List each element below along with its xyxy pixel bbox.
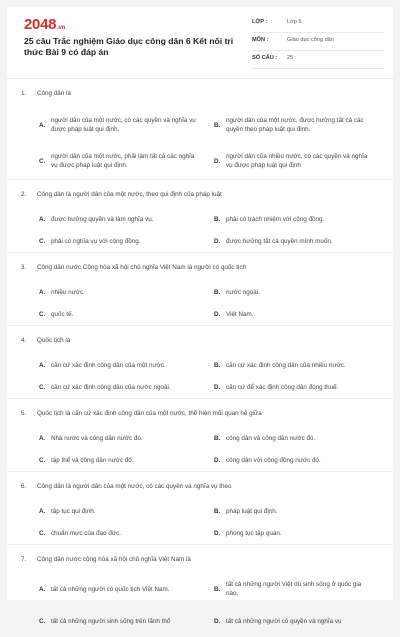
worksheet-page [7,7,393,625]
meta-row-class [252,17,384,33]
question-list [7,79,393,637]
question-7 [7,545,393,637]
option-c[interactable]: C. người dân của một nước, phải làm tất cả các nghĩa vụ được pháp luật qui định. [39,153,195,169]
meta-row-count [252,53,384,69]
question-6 [7,472,393,545]
options [21,354,381,398]
meta-row-subject [252,35,384,51]
question-1 [7,79,393,180]
question-text: Công dân là [37,89,71,97]
question-number: 7. [21,555,27,563]
option-b[interactable]: B. căn cứ xác định công dân của nhiều nước. [214,361,346,369]
option-d[interactable]: D. được hưởng tất cả quyền mình muốn. [214,237,333,245]
meta-panel [252,17,384,71]
question-text: Công dân là người dân của một nước, có các quyền và nghĩa vụ theo [37,482,232,490]
option-c[interactable]: C. tất cả những người sinh sống trên lãnh thổ [39,617,171,625]
option-b[interactable]: B. nước ngoài. [214,288,260,296]
question-number: 1. [21,89,27,97]
question-5 [7,399,393,472]
option-c[interactable]: C. căn cứ xác định công dân của nước ngoài. [39,383,171,391]
question-3 [7,253,393,326]
option-b[interactable]: B. công dân và công dân nước đó. [214,434,316,442]
meta-value: 25 [287,55,294,61]
option-a[interactable]: A. Nhà nước và công dân nước đó. [39,434,143,442]
question-number: 6. [21,482,27,490]
worksheet-header [7,7,393,79]
option-b[interactable]: B. pháp luật qui định. [214,507,278,515]
meta-label: SỐ CÂU : [252,55,278,61]
question-number: 3. [21,263,27,271]
option-d[interactable]: D. căn cứ để xác định công dân đóng thuế. [214,383,339,391]
meta-value: Lớp 6 [287,19,302,25]
option-d[interactable]: D. tất cả những người có quyền và nghĩa vụ [214,617,342,625]
option-c[interactable]: C. tập thể và công dân nước đó. [39,456,134,464]
option-b[interactable]: B. người dân của một nước, được hưởng tất cả các quyền theo pháp luật qui định. [214,117,364,133]
meta-label: MÔN : [252,37,269,43]
page-title: 25 câu Trắc nghiệm Giáo dục công dân 6 Kết nối tri thức Bài 9 có đáp án [24,36,234,57]
option-a[interactable]: A. tất cả những người có quốc tịch Việt Nam. [39,585,170,593]
question-text: Công dân là người dân của một nước, theo qui định của pháp luật [37,190,222,198]
question-number: 4. [21,336,27,344]
options [21,208,381,252]
options [21,573,381,637]
options [21,427,381,471]
option-d[interactable]: D. Việt Nam. [214,310,254,318]
option-b[interactable]: B. tất cả những người Việt dù sinh sống ở quốc gia nào. [214,581,362,597]
site-logo[interactable]: 2048.vn [24,16,65,33]
option-c[interactable]: C. phải có nghĩa vụ với cộng đồng. [39,237,141,245]
option-a[interactable]: A. căn cứ xác định công dân của một nước. [39,361,166,369]
options [21,107,381,179]
option-c[interactable]: C. quốc tế. [39,310,74,318]
question-text: Quốc tịch là [37,336,71,344]
option-a[interactable]: A. được hưởng quyền và làm nghĩa vụ. [39,215,154,223]
option-d[interactable]: D. phong tục tập quán. [214,529,282,537]
question-number: 5. [21,409,27,417]
option-a[interactable]: A. người dân của một nước, có các quyền và nghĩa vụ được pháp luật qui định. [39,117,196,133]
question-text: Công dân nước cộng hòa xã hội chủ nghĩa Việt Nam là [37,555,191,563]
options [21,281,381,325]
option-d[interactable]: D. công dân với cộng đồng nước đó. [214,456,321,464]
option-b[interactable]: B. phải có trách nhiệm với cộng đồng. [214,215,325,223]
meta-value: Giáo dục công dân [287,37,334,43]
question-text: Quốc tịch là căn cứ xác định công dân của một nước, thể hiện mối quan hệ giữa [37,409,262,417]
option-a[interactable]: A. tập tục qui định. [39,507,96,515]
question-4 [7,326,393,399]
question-number: 2. [21,190,27,198]
option-a[interactable]: A. nhiều nước. [39,288,85,296]
question-text: Công dân nước Cộng hòa xã hội chủ nghĩa Việt Nam là người có quốc tịch [37,263,247,271]
meta-label: LỚP : [252,19,268,25]
option-d[interactable]: D. người dân của nhiều nước, có các quyền và nghĩa vụ được pháp luật qui định [214,153,368,169]
options [21,500,381,544]
question-2 [7,180,393,253]
option-c[interactable]: C. chuẩn mực của đạo đức. [39,529,122,537]
